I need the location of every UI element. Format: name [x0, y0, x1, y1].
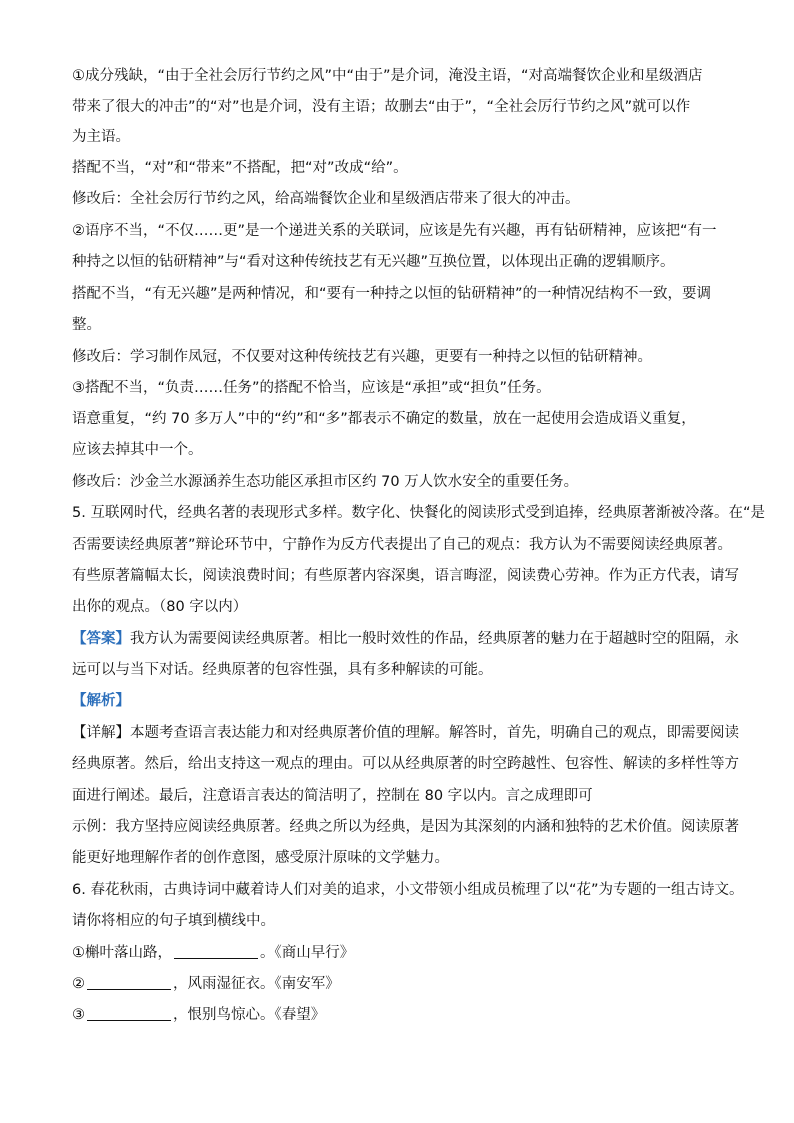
text-line: 搭配不当，“对”和“带来”不搭配，把“对”改成“给”。 — [72, 160, 408, 176]
answer-text: 我方认为需要阅读经典原著。相比一般时效性的作品，经典原著的魅力在于超越时空的阻隔，永 — [130, 631, 739, 647]
text-line: 搭配不当，“有无兴趣”是两种情况，和“要有一种持之以恒的钻研精神”的一种情况结构不一致，要调 — [72, 286, 712, 302]
question-6-line: 请你将相应的句子填到横线中。 — [72, 913, 275, 929]
answer-tag: 【答案】 — [72, 631, 130, 647]
fill-blank-suffix: 。《商山早行》 — [260, 945, 355, 961]
fill-blank-prefix: ①槲叶落山路， — [72, 945, 172, 961]
detail-tag: 【详解】 — [72, 725, 130, 741]
fill-blank-item — [72, 943, 752, 963]
answer-line: 远可以与当下对话。经典原著的包容性强，具有多种解读的可能。 — [72, 662, 493, 678]
fill-blank-prefix: ② — [72, 976, 85, 992]
detail-line: 经典原著。然后，给出支持这一观点的理由。可以从经典原著的时空跨越性、包容性、解读的多样性等方 — [72, 756, 739, 772]
answer-line — [72, 629, 752, 649]
question-6-line: 6. 春花秋雨，古典诗词中藏着诗人们对美的追求，小文带领小组成员梳理了以“花”为专题的一组古诗文。 — [72, 882, 744, 898]
text-line: ②语序不当，“不仅……更”是一个递进关系的关联词，应该是先有兴趣，再有钻研精神，应该把“有一 — [72, 223, 717, 239]
text-line: 种持之以恒的钻研精神”与“看对这种传统技艺有无兴趣”互换位置，以体现出正确的逻辑顺序。 — [72, 254, 675, 270]
text-line: 应该去掉其中一个。 — [72, 442, 203, 458]
question-5-line: 有些原著篇幅太长，阅读浪费时间；有些原著内容深奥，语言晦涩，阅读费心劳神。作为正方代表，请写 — [72, 568, 739, 584]
text-line: 整。 — [72, 317, 101, 333]
answer-blank[interactable] — [87, 975, 171, 990]
question-5-line: 5. 互联网时代，经典名著的表现形式多样。数字化、快餐化的阅读形式受到追捧，经典原著渐被冷落。在“是 — [72, 505, 765, 521]
answer-blank[interactable] — [87, 1006, 171, 1021]
fill-blank-item — [72, 1005, 752, 1025]
answer-blank[interactable] — [174, 944, 258, 959]
analysis-tag: 【解析】 — [72, 693, 130, 709]
detail-line: 示例：我方坚持应阅读经典原著。经典之所以为经典，是因为其深刻的内涵和独特的艺术价值。阅读原著 — [72, 819, 739, 835]
fill-blank-item — [72, 974, 752, 994]
detail-text: 本题考查语言表达能力和对经典原著价值的理解。解答时，首先，明确自己的观点，即需要阅读 — [130, 725, 739, 741]
text-line: 修改后：全社会厉行节约之风，给高端餐饮企业和星级酒店带来了很大的冲击。 — [72, 191, 580, 207]
text-line: 语意重复，“约 70 多万人”中的“约”和“多”都表示不确定的数量，放在一起使用会造成语义重复， — [72, 411, 696, 427]
fill-blank-prefix: ③ — [72, 1007, 85, 1023]
text-line: 为主语。 — [72, 129, 130, 145]
text-line: 修改后：学习制作凤冠，不仅要对这种传统技艺有兴趣，更要有一种持之以恒的钻研精神。 — [72, 349, 652, 365]
analysis-line — [72, 691, 752, 711]
text-line: ③搭配不当，“负责……任务”的搭配不恰当，应该是“承担”或“担负”任务。 — [72, 380, 551, 396]
question-5-line: 出你的观点。（80 字以内） — [72, 599, 248, 615]
text-line: ①成分残缺，“由于全社会厉行节约之风”中“由于”是介词，淹没主语，“对高端餐饮企业和星级酒店 — [72, 68, 703, 84]
detail-line — [72, 723, 752, 743]
question-5-line: 否需要读经典原著”辩论环节中，宁静作为反方代表提出了自己的观点：我方认为不需要阅读经典原著。 — [72, 537, 733, 553]
fill-blank-suffix: ，风雨湿征衣。《南安军》 — [173, 976, 340, 992]
fill-blank-suffix: ，恨别鸟惊心。《春望》 — [173, 1007, 326, 1023]
detail-line: 面进行阐述。最后，注意语言表达的简洁明了，控制在 80 字以内。言之成理即可 — [72, 788, 593, 804]
text-line: 带来了很大的冲击”的“对”也是介词，没有主语；故删去“由于”，“全社会厉行节约之风”就可以作 — [72, 99, 691, 115]
detail-line: 能更好地理解作者的创作意图，感受原汁原味的文学魅力。 — [72, 850, 449, 866]
text-line: 修改后：沙金兰水源涵养生态功能区承担市区约 70 万人饮水安全的重要任务。 — [72, 474, 579, 490]
